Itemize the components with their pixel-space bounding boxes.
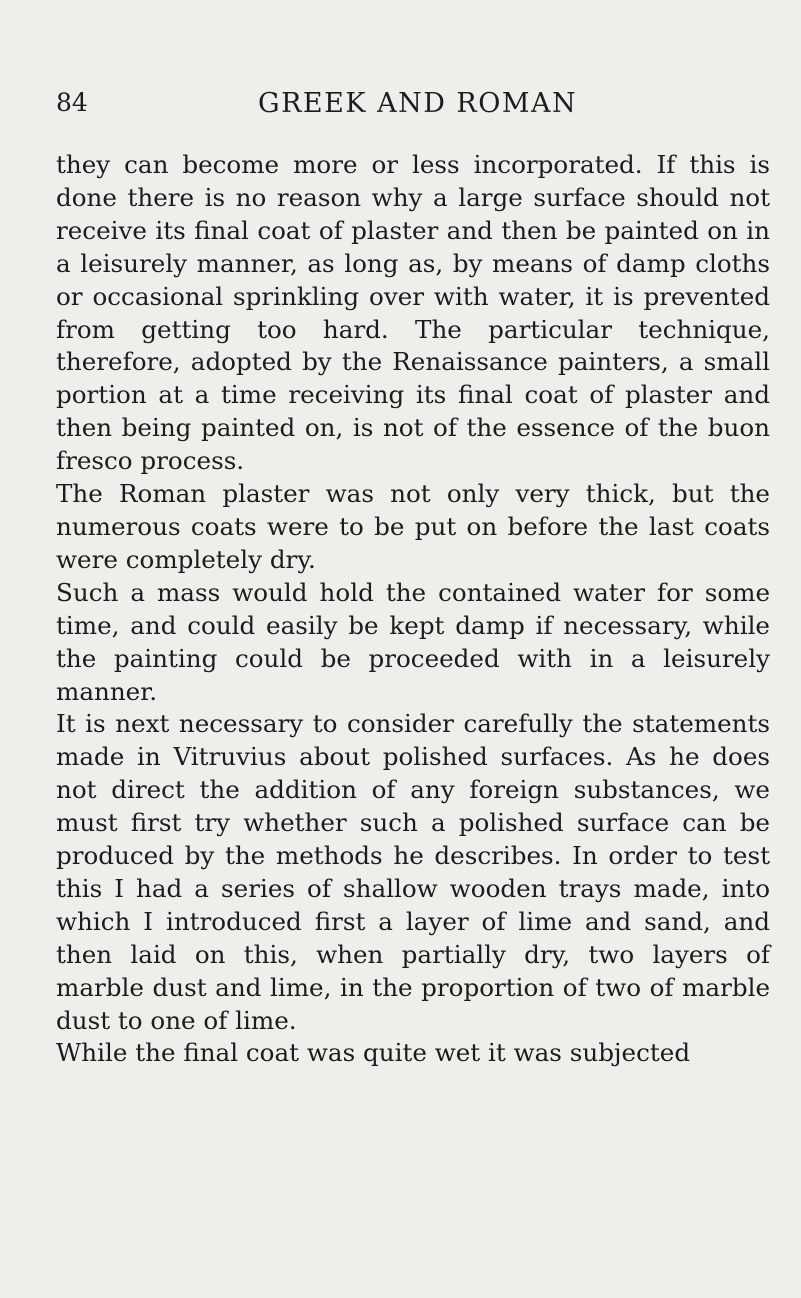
paragraph: It is next necessary to consider carefully the statements made in Vitruvius about polished surfaces. As he does not direct the addition of any foreign substances, we must first try whether such a polished surface can be produced by the methods he describes. In order to test this I had a series of shallow wooden trays made, into which I introduced first a layer of lime and sand, and then laid on this, when partially dry, two layers of marble dust and lime, in the proportion of two of marble dust to one of lime. (56, 709, 770, 1035)
paragraph: they can become more or less incorporated. If this is done there is no reason why a large surface should not receive its final coat of plaster and then be painted on in a leisurely manner, as long as, by means of damp cloths or occasional sprinkling over with water, it is prevented from getting too hard. The particular technique, therefore, adopted by the Renaissance painters, a small portion at a time receiving its final coat of plaster and then being painted on, is not of the essence of the buon fresco process. (56, 150, 770, 476)
body-text (56, 149, 770, 1070)
paragraph: Such a mass would hold the contained water for some time, and could easily be kept damp if necessary, while the painting could be proceeded with in a leisurely manner. (56, 577, 770, 706)
running-title: GREEK AND ROMAN (258, 88, 578, 119)
paragraph: While the final coat was quite wet it was subjected (56, 1038, 691, 1068)
paragraph: The Roman plaster was not only very thick, but the numerous coats were to be put on before the last coats were completely dry. (56, 479, 770, 574)
page-number: 84 (56, 88, 88, 117)
running-head (56, 88, 756, 124)
